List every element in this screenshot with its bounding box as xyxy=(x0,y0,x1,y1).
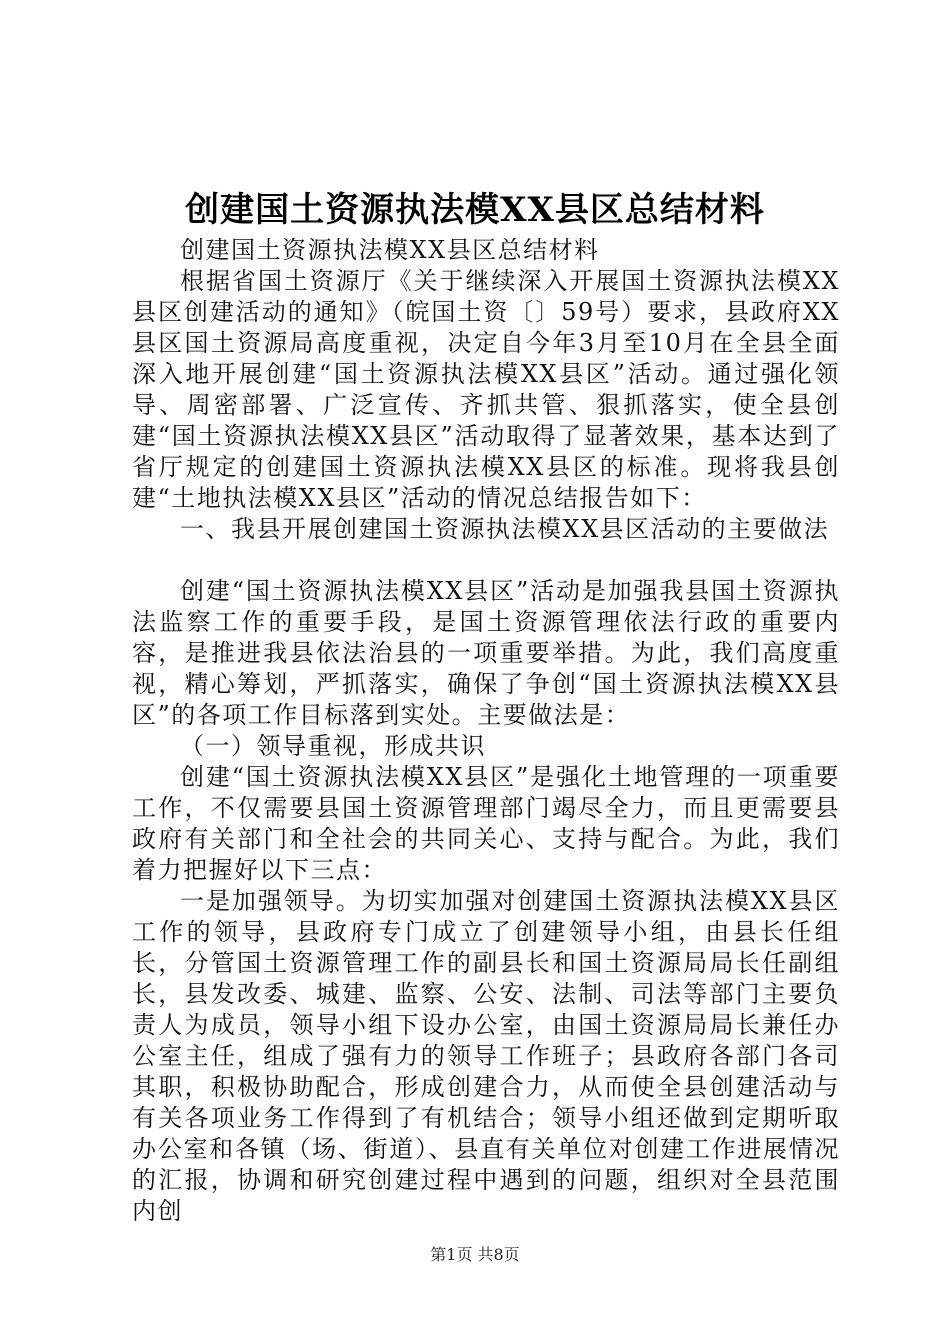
document-title: 创建国土资源执法模XX县区总结材料 xyxy=(185,190,765,230)
subsection-heading-1: （一）领导重视，形成共识 xyxy=(180,732,486,760)
paragraph-section-1-intro: 创建“国土资源执法模XX县区”活动是加强我县国土资源执法监察工作的重要手段，是国土资源管理依法行政的重要内容，是推进我县依法治县的一项重要举措。为此，我们高度重视，精心筹划，严抓落实，确保了争创“国土资源执法模XX县区”的各项工作目标落到实处。主要做法是： xyxy=(132,577,840,729)
paragraph-intro: 根据省国土资源厅《关于继续深入开展国土资源执法模XX县区创建活动的通知》（皖国土资〔〕59号）要求，县政府XX县区国土资源局高度重视，决定自今年3月至10月在全县全面深入地开展创建“国土资源执法模XX县区”活动。通过强化领导、周密部署、广泛宣传、齐抓共管、狠抓落实，使全县创建“国土资源执法模XX县区”活动取得了显著效果，基本达到了省厅规定的创建国土资源执法模XX县区的标准。现将我县创建“土地执法模XX县区”活动的情况总结报告如下： xyxy=(132,267,840,512)
section-heading-1: 一、我县开展创建国土资源执法模XX县区活动的主要做法 xyxy=(180,515,830,543)
paragraph-subsection-1: 创建“国土资源执法模XX县区”是强化土地管理的一项重要工作，不仅需要县国土资源管理部门竭尽全力，而且更需要县政府有关部门和全社会的共同关心、支持与配合。为此，我们着力把握好以下三点： xyxy=(132,763,840,884)
paragraph-subtitle: 创建国土资源执法模XX县区总结材料 xyxy=(180,236,600,264)
page-footer: 第1页 共8页 xyxy=(430,1245,520,1264)
document-body xyxy=(132,235,840,1227)
paragraph-point-1: 一是加强领导。为切实加强对创建国土资源执法模XX县区工作的领导，县政府专门成立了创建领导小组，由县长任组长，分管国土资源管理工作的副县长和国土资源局局长任副组长，县发改委、城建、监察、公安、法制、司法等部门主要负责人为成员，领导小组下设办公室，由国土资源局局长兼任办公室主任，组成了强有力的领导工作班子；县政府各部门各司其职，积极协助配合，形成创建合力，从而使全县创建活动与有关各项业务工作得到了有机结合；领导小组还做到定期听取办公室和各镇（场、街道）、县直有关单位对创建工作进展情况的汇报，协调和研究创建过程中遇到的问题，组织对全县范围内创 xyxy=(132,887,840,1225)
